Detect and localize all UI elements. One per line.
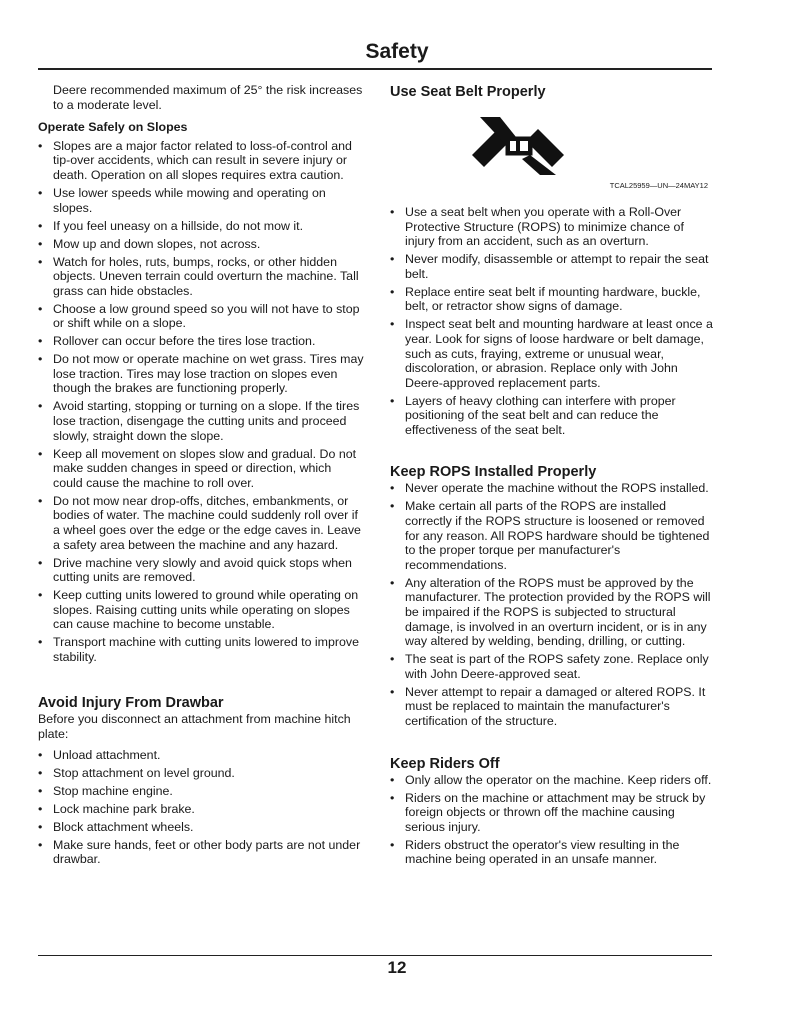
drawbar-intro: Before you disconnect an attachment from machine hitch plate: — [38, 712, 351, 742]
list-item: • Do not mow or operate machine on wet grass. Tires may lose traction. Tires may lose traction on slopes even though the brakes are functioning properly. — [38, 352, 364, 396]
list-item: • If you feel uneasy on a hillside, do not mow it. — [38, 219, 364, 234]
list-item: • Stop machine engine. — [38, 784, 364, 799]
list-item: • Lock machine park brake. — [38, 802, 364, 817]
seat-belt-buckle-illustration — [470, 115, 566, 177]
list-item: • Make certain all parts of the ROPS are installed correctly if the ROPS structure is loosened or removed for any reason. All ROPS hardware should be tightened to the proper torque per manufacturer's recommendations. — [390, 499, 716, 572]
rops-heading: Keep ROPS Installed Properly — [390, 464, 597, 481]
list-item: • Never operate the machine without the ROPS installed. — [390, 481, 716, 496]
intro-paragraph: Deere recommended maximum of 25° the risk increases to a moderate level. — [53, 83, 363, 112]
left-column — [38, 83, 364, 870]
seatbelt-list — [390, 205, 716, 437]
list-item: • Riders on the machine or attachment may be struck by foreign objects or thrown off the machine causing serious injury. — [390, 791, 716, 835]
page-title: Safety — [365, 40, 429, 63]
list-item: • Inspect seat belt and mounting hardware at least once a year. Look for signs of loose hardware or belt damage, such as cuts, fraying, extreme or unusual wear, discoloration, or abrasion. Replace only with John Deere-approved replacement parts. — [390, 317, 716, 390]
slopes-list — [38, 139, 364, 665]
drawbar-list — [38, 748, 364, 867]
list-item: • Watch for holes, ruts, bumps, rocks, or other hidden objects. Uneven terrain could overturn the machine. Tall grass can hide obstacles. — [38, 255, 364, 299]
list-item: • Never modify, disassemble or attempt to repair the seat belt. — [390, 252, 716, 281]
riders-heading: Keep Riders Off — [390, 755, 500, 772]
footer-rule — [38, 955, 712, 956]
seatbelt-heading: Use Seat Belt Properly — [390, 84, 546, 100]
list-item: • Unload attachment. — [38, 748, 364, 763]
image-caption: TCAL25959—UN—24MAY12 — [609, 181, 708, 190]
list-item: • Never attempt to repair a damaged or altered ROPS. It must be replaced to maintain the manufacturer's certification of the structure. — [390, 685, 716, 729]
list-item: • Layers of heavy clothing can interfere with proper positioning of the seat belt and can reduce the effectiveness of the seat belt. — [390, 394, 716, 438]
list-item: • Use lower speeds while mowing and operating on slopes. — [38, 186, 364, 215]
page-number: 12 — [387, 958, 407, 977]
list-item: • Keep cutting units lowered to ground while operating on slopes. Raising cutting units while operating on slopes can cause machine to become unstable. — [38, 588, 364, 632]
header-rule — [38, 68, 712, 70]
list-item: • Only allow the operator on the machine. Keep riders off. — [390, 773, 716, 788]
list-item: • Riders obstruct the operator's view resulting in the machine being operated in an unsafe manner. — [390, 838, 716, 867]
list-item: • Drive machine very slowly and avoid quick stops when cutting units are removed. — [38, 556, 364, 585]
list-item: • Stop attachment on level ground. — [38, 766, 364, 781]
list-item: • Transport machine with cutting units lowered to improve stability. — [38, 635, 364, 664]
list-item: • Block attachment wheels. — [38, 820, 364, 835]
list-item: • Avoid starting, stopping or turning on a slope. If the tires lose traction, disengage the cutting units and proceed slowly, straight down the slope. — [38, 399, 364, 443]
rops-list — [390, 481, 716, 728]
list-item: • Slopes are a major factor related to loss-of-control and tip-over accidents, which can result in severe injury or death. Operation on all slopes requires extra caution. — [38, 139, 364, 183]
list-item: • Do not mow near drop-offs, ditches, embankments, or bodies of water. The machine could suddenly roll over if a wheel goes over the edge or the edge caves in. Leave a safety area between the machine and any hazard. — [38, 494, 364, 552]
drawbar-heading: Avoid Injury From Drawbar — [38, 695, 224, 712]
list-item: • Choose a low ground speed so you will not have to stop or shift while on a slope. — [38, 302, 364, 331]
riders-list — [390, 773, 716, 867]
list-item: • Keep all movement on slopes slow and gradual. Do not make sudden changes in speed or direction, which could cause the machine to roll over. — [38, 447, 364, 491]
list-item: • Mow up and down slopes, not across. — [38, 237, 364, 252]
list-item: • Use a seat belt when you operate with a Roll-Over Protective Structure (ROPS) to minimize chance of injury from an accident, such as an overturn. — [390, 205, 716, 249]
slopes-heading: Operate Safely on Slopes — [38, 120, 188, 135]
list-item: • Replace entire seat belt if mounting hardware, buckle, belt, or retractor show signs of damage. — [390, 285, 716, 314]
list-item: • Rollover can occur before the tires lose traction. — [38, 334, 364, 349]
right-column — [390, 83, 716, 870]
list-item: • Any alteration of the ROPS must be approved by the manufacturer. The protection provided by the ROPS will be impaired if the ROPS is subjected to structural damage, is involved in an overturn incident, or is in any way altered by welding, bending, drilling, or cutting. — [390, 576, 716, 649]
list-item: • Make sure hands, feet or other body parts are not under drawbar. — [38, 838, 364, 867]
list-item: • The seat is part of the ROPS safety zone. Replace only with John Deere-approved seat. — [390, 652, 716, 681]
